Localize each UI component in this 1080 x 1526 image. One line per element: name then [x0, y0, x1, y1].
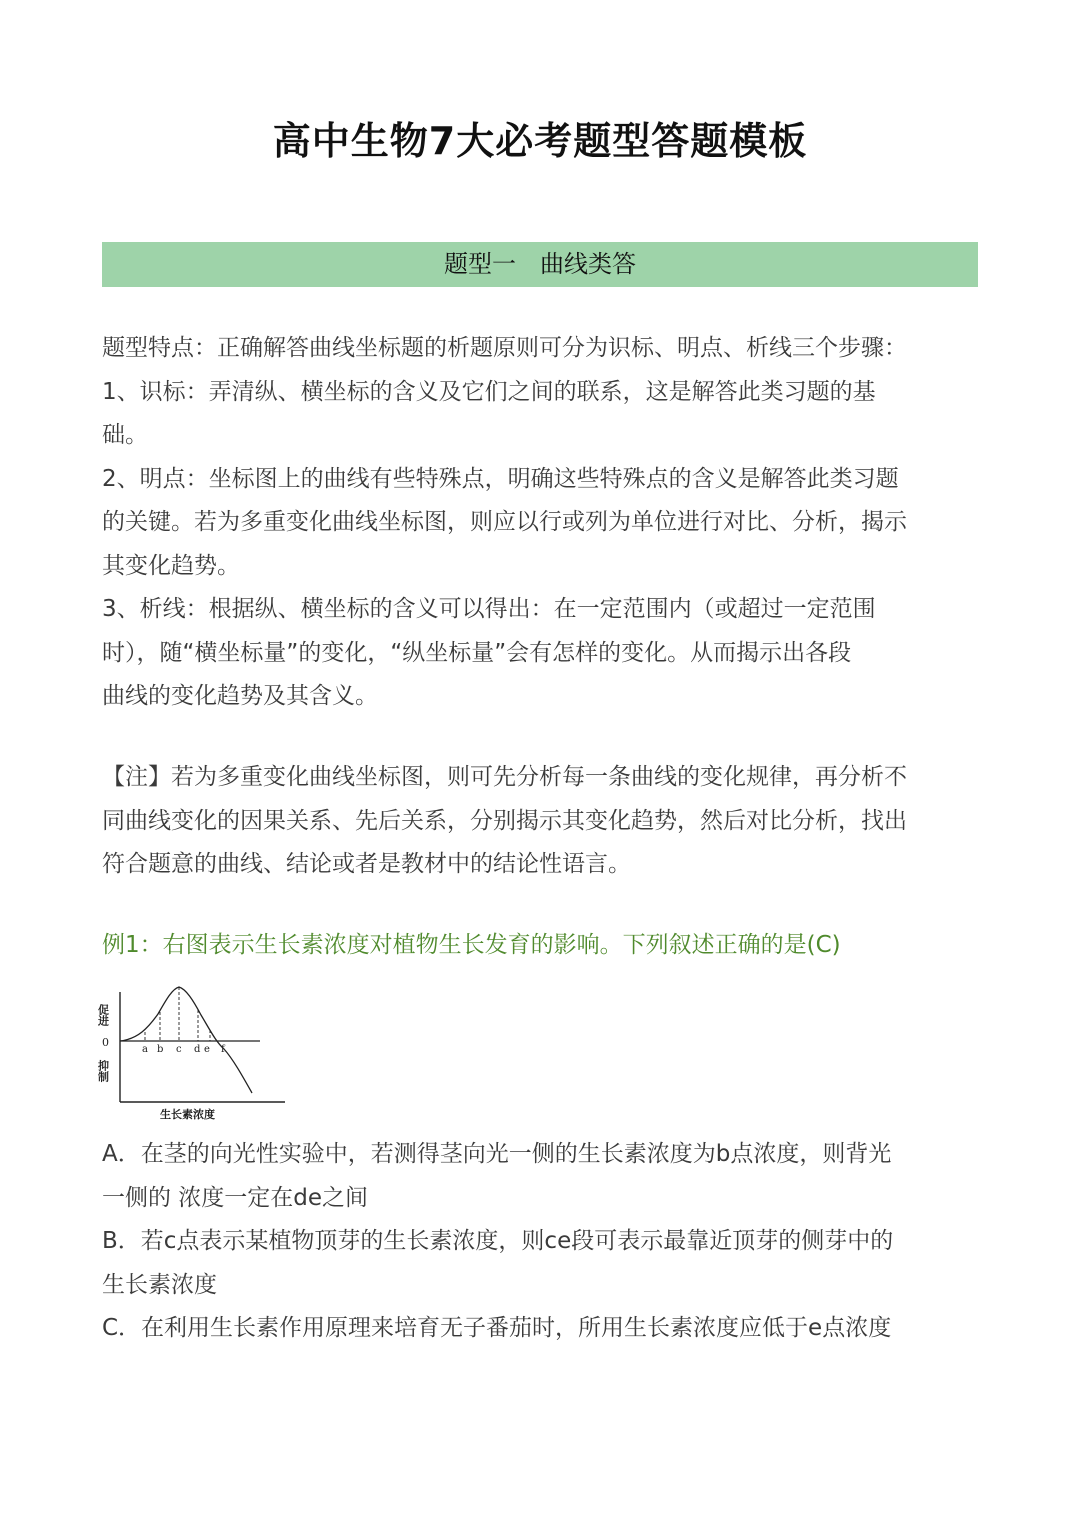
option-line: 一侧的 浓度一定在de之间 [102, 1184, 369, 1211]
y-bottom-label: 抑制 [96, 1060, 110, 1082]
y-top-label: 促进 [96, 1004, 110, 1026]
point-label-b: b [157, 1044, 164, 1055]
note-paragraph [102, 756, 982, 887]
point-label-d: d [194, 1044, 201, 1055]
point-label-a: a [142, 1044, 148, 1055]
text-line: 曲线的变化趋势及其含义。 [102, 683, 378, 709]
option-line: C．在利用生长素作用原理来培育无子番茄时，所用生长素浓度应低于e点浓度 [102, 1315, 892, 1341]
auxin-curve-figure [96, 984, 290, 1124]
intro-paragraph [102, 327, 982, 719]
text-line: 其变化趋势。 [102, 552, 240, 579]
option-line: B．若c点表示某植物顶芽的生长素浓度，则ce段可表示最靠近顶芽的侧芽中的 [102, 1228, 894, 1254]
example-question: 例1：右图表示生长素浓度对植物生长发育的影响。下列叙述正确的是(C) [102, 932, 841, 958]
option-line: 生长素浓度 [102, 1271, 217, 1298]
point-label-f: f [221, 1044, 225, 1055]
text-line: 3、析线：根据纵、横坐标的含义可以得出：在一定范围内（或超过一定范围 [102, 596, 876, 622]
text-line: 础。 [102, 422, 148, 448]
origin-label: 0 [102, 1036, 109, 1049]
text-line: 1、识标：弄清纵、横坐标的含义及它们之间的联系，这是解答此类习题的基 [102, 378, 876, 405]
text-line: 的关键。若为多重变化曲线坐标图，则应以行或列为单位进行对比、分析，揭示 [102, 509, 907, 535]
point-label-c: c [176, 1044, 182, 1055]
text-line: 同曲线变化的因果关系、先后关系，分别揭示其变化趋势，然后对比分析，找出 [102, 807, 907, 834]
section-header: 题型一 曲线类答 [102, 242, 978, 287]
text-line: 符合题意的曲线、结论或者是教材中的结论性语言。 [102, 851, 631, 877]
point-label-e: e [204, 1044, 210, 1055]
option-line: A．在茎的向光性实验中，若测得茎向光一侧的生长素浓度为b点浓度，则背光 [102, 1141, 892, 1167]
growth-curve [120, 987, 252, 1093]
text-line: 2、明点：坐标图上的曲线有些特殊点，明确这些特殊点的含义是解答此类习题 [102, 465, 899, 492]
text-line: 时），随“横坐标量”的变化，“纵坐标量”会有怎样的变化。从而揭示出各段 [102, 639, 852, 666]
page-title: 高中生物7大必考题型答题模板 [272, 119, 808, 163]
text-line: 【注】若为多重变化曲线坐标图，则可先分析每一条曲线的变化规律，再分析不 [102, 764, 907, 790]
x-axis-label: 生长素浓度 [160, 1108, 215, 1121]
text-line: 题型特点：正确解答曲线坐标题的析题原则可分为识标、明点、析线三个步骤： [102, 335, 907, 361]
answer-options [102, 1133, 982, 1351]
